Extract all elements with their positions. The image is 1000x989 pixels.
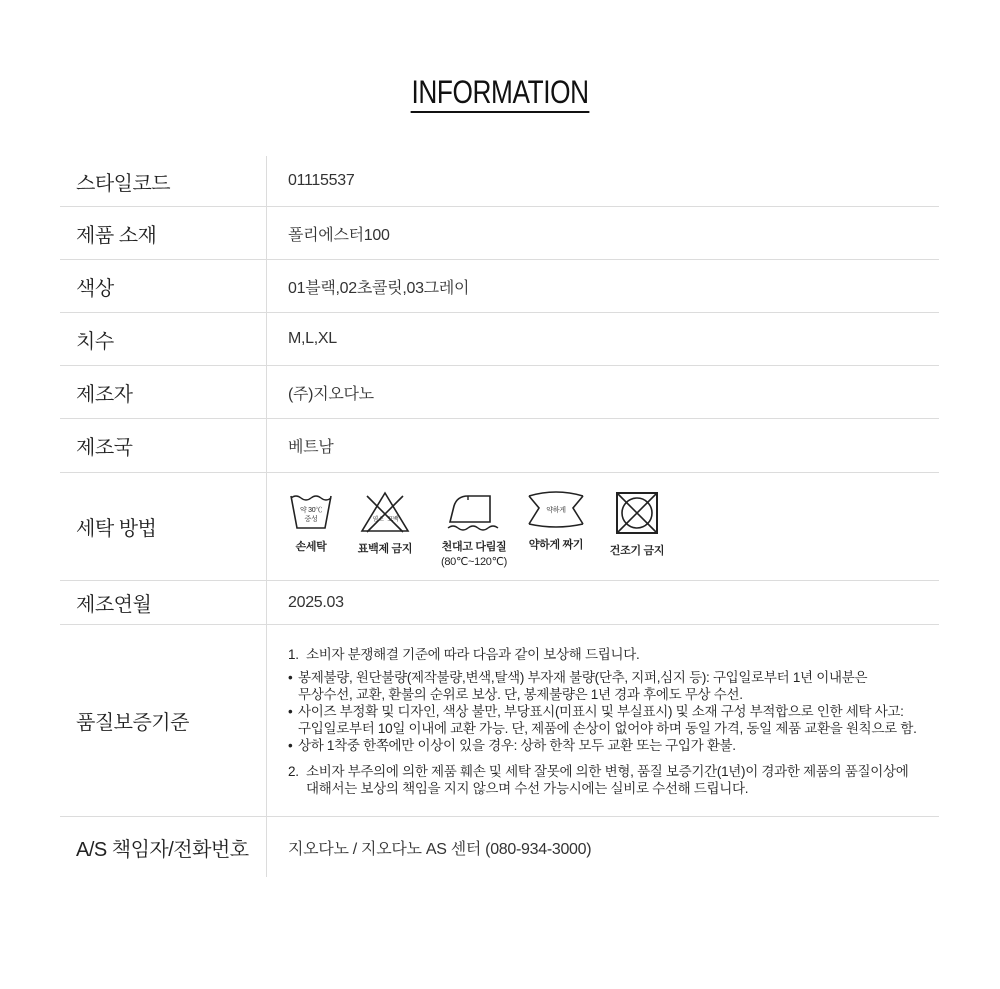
item-number: 2. (288, 764, 299, 779)
hand-wash-detergent: 중성 (304, 515, 318, 523)
table-row (60, 473, 939, 581)
table-row (60, 156, 939, 207)
row-value: 베트남 (288, 439, 334, 456)
care-no-bleach (352, 490, 418, 556)
care-gentle-wring (520, 490, 592, 552)
iron-icon (444, 490, 504, 532)
no-tumble-dry-icon (614, 490, 660, 536)
row-label: 품질보증기준 (60, 625, 267, 816)
item-text: 소비자 부주의에 의한 제품 훼손 및 세탁 잘못에 의한 변형, 품질 보증기간(1년)이 경과한 제품의 품질이상에 대해서는 보상의 책임을 지지 않으며 수선 가능시에는 실비로 수선해 드립니다. (306, 764, 909, 796)
care-icons-cell (267, 473, 939, 580)
row-label: 스타일코드 (60, 156, 267, 206)
row-label: 치수 (60, 313, 267, 365)
hand-wash-temp: 약 30℃ (300, 506, 322, 514)
quality-bullet (288, 737, 917, 754)
bullet-text: 상하 1착중 한쪽에만 이상이 있을 경우: 상하 한착 모두 교환 또는 구입가 환불. (298, 738, 736, 753)
row-label: 색상 (60, 260, 267, 312)
table-row (60, 817, 939, 877)
table-row (60, 260, 939, 313)
row-value: 01블랙,02초콜릿,03그레이 (288, 279, 470, 297)
quality-item (288, 763, 917, 797)
bullet-mark: • (288, 704, 293, 719)
wring-icon (525, 490, 587, 530)
row-label: 제조국 (60, 419, 267, 472)
row-value: M,L,XL (288, 330, 337, 347)
row-label: 제조연월 (60, 581, 267, 624)
bullet-text: 봉제불량, 원단불량(제작불량,변색,탈색) 부자재 불량(단추, 지퍼,심지 등): 구입일로부터 1년 이내분은 무상수선, 교환, 환불의 순위로 보상. 단, 봉제불량은 1년 경과 후에도 무상 수선. (298, 670, 868, 702)
care-caption: 손세탁 (295, 540, 327, 553)
no-bleach-chlorine: 염소 (372, 516, 384, 523)
care-caption: 약하게 짜기 (528, 538, 584, 551)
row-value: 01115537 (288, 172, 355, 189)
row-value: 폴리에스터100 (288, 226, 390, 244)
care-caption: 건조기 금지 (609, 544, 665, 557)
no-bleach-label: 표백 (387, 516, 399, 523)
table-row (60, 366, 939, 419)
table-row (60, 419, 939, 473)
item-text: 소비자 분쟁해결 기준에 따라 다음과 같이 보상해 드립니다. (306, 647, 640, 662)
quality-bullet (288, 669, 917, 703)
row-label: 제품 소재 (60, 207, 267, 259)
product-info-table (60, 156, 939, 877)
wring-label: 약하게 (546, 506, 566, 514)
quality-cell (267, 625, 939, 816)
care-no-tumble (604, 490, 670, 558)
quality-bullet (288, 703, 917, 737)
no-bleach-icon (359, 490, 411, 534)
table-row (60, 625, 939, 817)
care-iron (434, 490, 514, 568)
care-caption: 천대고 다림질 (441, 540, 507, 553)
table-row (60, 207, 939, 260)
bullet-text: 사이즈 부정확 및 디자인, 색상 불만, 부당표시(미표시 및 부실표시) 및 소재 구성 부적합으로 인한 세탁 사고: 구입일로부터 10일 이내에 교환 가능. 단, 제품에 손상이 없어야 하며 동일 가격, 동일 제품 교환을 원칙으로 함. (298, 704, 917, 736)
row-label: A/S 책임자/전화번호 (60, 817, 267, 877)
table-row (60, 313, 939, 366)
table-row (60, 581, 939, 625)
item-number: 1. (288, 647, 299, 662)
page-title: INFORMATION (0, 74, 1000, 113)
quality-text (288, 644, 917, 797)
row-value: 2025.03 (288, 593, 344, 611)
quality-item (288, 646, 917, 663)
row-value: 지오다노 / 지오다노 AS 센터 (080-934-3000) (288, 840, 592, 858)
bullet-mark: • (288, 738, 293, 753)
care-icons (288, 486, 670, 568)
bullet-mark: • (288, 670, 293, 685)
iron-temperature: (80℃~120℃) (440, 555, 508, 568)
hand-wash-icon (289, 490, 333, 532)
row-value: (주)지오다노 (288, 385, 374, 403)
care-caption: 표백제 금지 (357, 542, 413, 555)
care-hand-wash (288, 490, 334, 554)
row-label: 제조자 (60, 366, 267, 418)
row-label: 세탁 방법 (60, 473, 267, 580)
